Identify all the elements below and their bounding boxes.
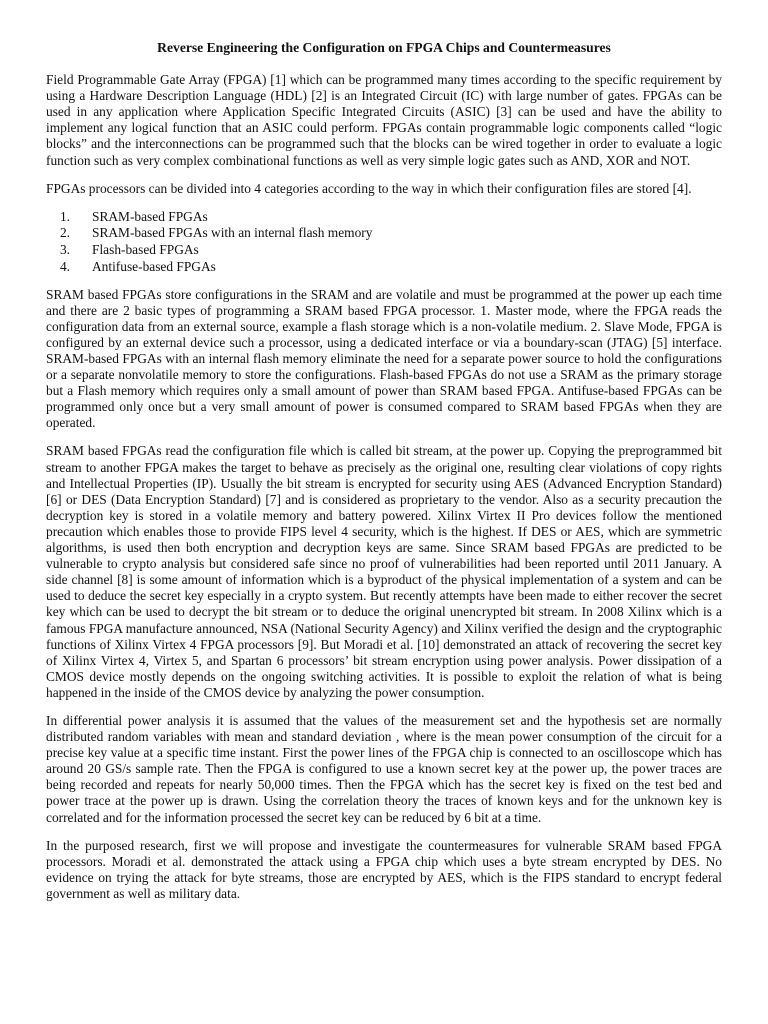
- list-item: [46, 209, 722, 225]
- paragraph-proposed-research: In the purposed research, first we will propose and investigate the countermeasures for vulnerable SRAM based FPGA processors. Moradi et al. demonstrated the attack using a FPGA chip which uses a byte stream encrypted by DES. No evidence on trying the attack for byte streams, those are encrypted by AES, which is the FIPS standard to encrypt federal government as well as military data.: [46, 837, 722, 901]
- list-item-text: SRAM-based FPGAs: [92, 208, 208, 224]
- list-item-number: 2.: [59, 225, 70, 241]
- paragraph-categories: FPGAs processors can be divided into 4 categories according to the way in which their configuration files are stored [4].: [46, 180, 692, 196]
- document-page: [46, 40, 722, 914]
- document-title: Reverse Engineering the Configuration on FPGA Chips and Countermeasures: [157, 40, 611, 55]
- paragraph-sram-types: SRAM based FPGAs store configurations in the SRAM and are volatile and must be programmed at the power up each time and there are 2 basic types of programming a SRAM based FPGA processor. 1. Master mode, where the FPGA reads the configuration data from an external source, example a flash storage which is a non-volatile medium. 2. Slave Mode, FPGA is configured by an external device such a processor, using a dedicated interface or via a boundary-scan (JTAG) [5] interface. SRAM-based FPGAs with an internal flash memory eliminate the need for a separate power source to hold the configurations or a separate nonvolatile memory to store the configurations. Flash-based FPGAs do not use a SRAM as the primary storage but a Flash memory which requires only a small amount of power than SRAM based FPGA. Antifuse-based FPGAs can be programmed only once but a very small amount of power is consumed compared to SRAM based FPGAs when they are operated.: [46, 286, 722, 431]
- paragraph-power-analysis: In differential power analysis it is assumed that the values of the measurement set and the hypothesis set are normally distributed random variables with mean and standard deviation , where is the mean power consumption of the circuit for a precise key value at a specific time instant. First the power lines of the FPGA chip is connected to an oscilloscope which has around 20 GS/s sample rate. Then the FPGA is configured to use a known secret key at the power up, the power traces are being recorded and repeats for nearly 50,000 times. Then the FPGA which has the secret key is fixed on the test bed and power trace at the power up is drawn. Using the correlation theory the traces of known keys and for the unknown key is correlated and for the information processed the secret key can be reduced by 6 bit at a time.: [46, 712, 722, 825]
- list-item-number: 3.: [59, 241, 70, 257]
- list-item: [46, 225, 722, 241]
- list-item-number: 4.: [59, 258, 70, 274]
- list-item: [46, 259, 722, 275]
- list-item-text: Antifuse-based FPGAs: [92, 258, 216, 274]
- paragraph-intro: Field Programmable Gate Array (FPGA) [1] which can be programmed many times according to the specific requirement by using a Hardware Description Language (HDL) [2] is an Integrated Circuit (IC) with large number of gates. FPGAs can be used in any application where Application Specific Integrated Circuits (ASIC) [3] can be used and have the ability to implement any logical function that an ASIC could perform. FPGAs contain programmable logic components called “logic blocks” and the interconnections can be programmed such that the blocks can be wired together in order to evaluate a logic function such as very complex combinational functions as well as very simple logic gates such as AND, XOR and NOT.: [46, 72, 722, 168]
- list-item-text: Flash-based FPGAs: [92, 241, 199, 257]
- list-item-text: SRAM-based FPGAs with an internal flash memory: [92, 225, 373, 241]
- list-item-number: 1.: [59, 208, 70, 224]
- paragraph-bit-stream: SRAM based FPGAs read the configuration file which is called bit stream, at the power up. Copying the preprogrammed bit stream to another FPGA makes the target to behave as precisely as the original one, resulting clear violations of copy rights and Intellectual Properties (IP). Usually the bit stream is encrypted for security using AES (Advanced Encryption Standard) [6] or DES (Data Encryption Standard) [7] and is considered as proprietary to the vendor. Also as a security precaution the decryption key is stored in a volatile memory and battery powered. Xilinx Virtex II Pro devices follow the mentioned precaution which enables those to provide FIPS level 4 security, which is the highest. If DES or AES, which are symmetric algorithms, is used then both encryption and decryption keys are same. Since SRAM based FPGAs are predicted to be vulnerable to crypto analysis but considered safe since no proof of vulnerabilities had been reported until 2011 January. A side channel [8] is some amount of information which is a byproduct of the physical implementation of a system and can be used to deduce the secret key especially in a crypto system. But recently attempts have been made to either recover the secret key which can be used to decrypt the bit stream or to deduce the original unencrypted bit stream. In 2008 Xilinx which is a famous FPGA manufacture announced, NSA (National Security Agency) and Xilinx verified the design and the cryptographic functions of Xilinx Virtex 4 FPGA processors [9]. But Moradi et al. [10] demonstrated an attack of recovering the secret key of Xilinx Virtex 4, Virtex 5, and Spartan 6 processors’ bit stream encryption using power analysis. Power dissipation of a CMOS device mostly depends on the ongoing switching activities. It is possible to exploit the relation of what is being happened in the inside of the CMOS device by analyzing the power consumption.: [46, 443, 722, 700]
- list-item: [46, 242, 722, 258]
- fpga-category-list: [46, 209, 722, 275]
